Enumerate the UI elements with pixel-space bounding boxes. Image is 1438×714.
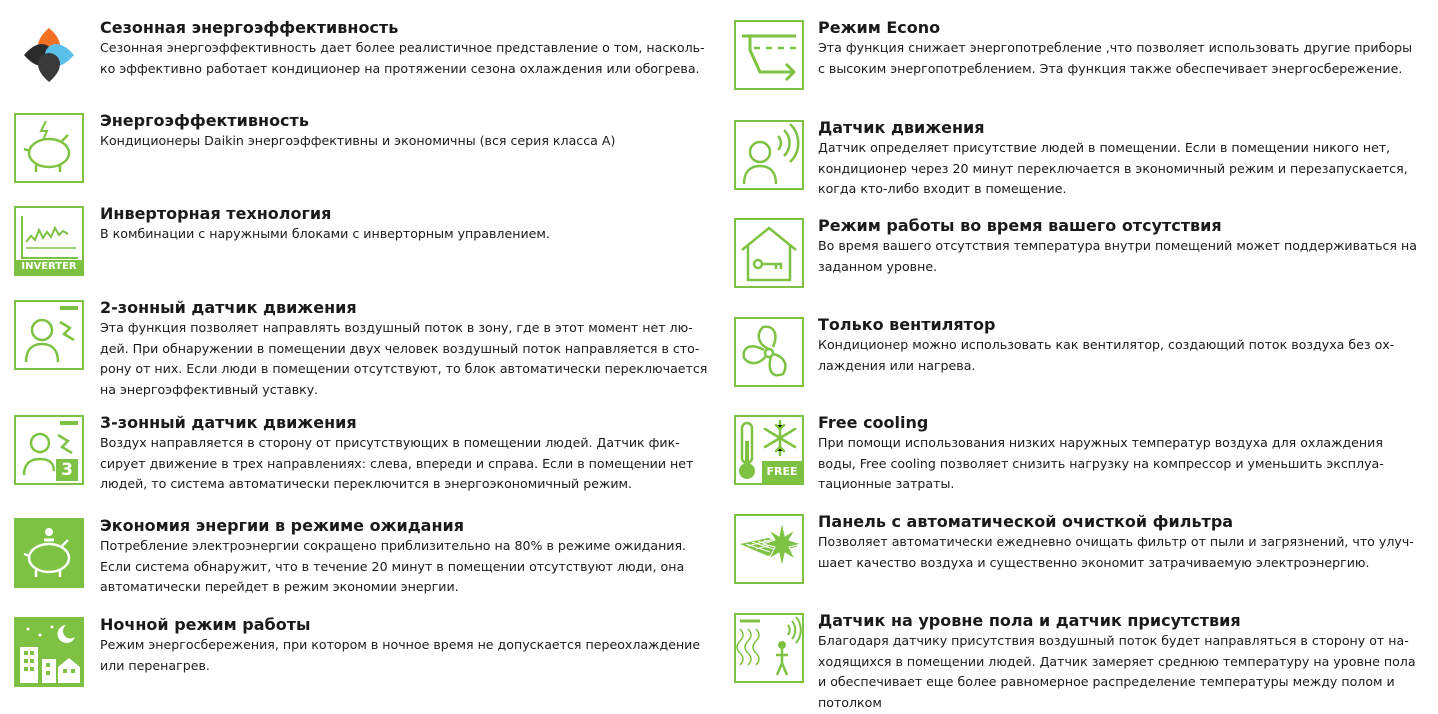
motion-sensor-3-icon (14, 415, 84, 485)
feature-title: Инверторная технология (100, 204, 332, 223)
feature-title: Только вентилятор (818, 315, 996, 334)
feature-title: Сезонная энергоэффективность (100, 18, 399, 37)
motion-sensor-person-icon (14, 300, 84, 370)
feature-title: Энергоэффективность (100, 111, 309, 130)
zone-count-label: 3 (61, 460, 73, 480)
feature-description: Воздух направляется в сторону от присутствующих в помещении людей. Датчик фик- сирует движение в трех направлениях: слева, впереди и справа. Если в помещении нет людей, то система автоматически переключится в энергоэкономичный режим. (100, 435, 694, 491)
feature-title: 3-зонный датчик движения (100, 413, 357, 432)
floor-sensor-person-icon (734, 613, 804, 683)
feature-description: Потребление электроэнергии сокращено приблизительно на 80% в режиме ожидания. Если система обнаружит, что в течение 20 минут в помещении отсутствуют люди, она автоматически перейдет в режим экономии энергии. (100, 538, 687, 594)
feature-description: Кондиционер можно использовать как вентилятор, создающий поток воздуха без ох- лаждения или нагрева. (818, 337, 1395, 373)
feature-title: Панель с автоматической очисткой фильтра (818, 512, 1234, 531)
inverter-label: INVERTER (21, 261, 77, 272)
feature-description: Сезонная энергоэффективность дает более реалистичное представление о том, насколь- ко эффективно работает кондиционер на протяжении сезона охлаждения или обогрева. (100, 40, 705, 76)
feature-description: Благодаря датчику присутствия воздушный поток будет направляться в сторону от на- ходящихся в помещении людей. Датчик замеряет среднюю температуру на уровне пола и обеспечивает еще более равномерное распределение температуры между полом и потолком (818, 633, 1416, 710)
thermometer-snowflake-icon (734, 415, 804, 485)
seasonal-drops-icon (14, 20, 84, 90)
feature-title: Ночной режим работы (100, 615, 311, 634)
piggy-bank-icon (14, 113, 84, 183)
feature-title: Датчик на уровне пола и датчик присутствия (818, 611, 1241, 630)
feature-title: Режим работы во время вашего отсутствия (818, 216, 1222, 235)
feature-description: Эта функция позволяет направлять воздушный поток в зону, где в этот момент нет лю- дей. При обнаружении в помещении двух человек воздушный поток направляется в сто- рону от них. Если люди в помещении отсутствуют, то блок автоматически переключается на энергоэффективный уставку. (100, 320, 708, 397)
free-label: FREE (766, 465, 798, 478)
feature-description: Эта функция снижает энергопотребление ,что позволяет использовать другие приборы с высоким энергопотреблением. Эта функция также обеспечивает энергосбережение. (818, 40, 1413, 76)
feature-description: Во время вашего отсутствия температура внутри помещений может поддерживаться на заданном уровне. (818, 238, 1417, 274)
feature-description: Кондиционеры Daikin энергоэффективны и экономичны (вся серия класса А) (100, 133, 616, 148)
night-city-icon (14, 617, 84, 687)
feature-description: В комбинации с наружными блоками с инверторным управлением. (100, 226, 550, 241)
econo-arrow-icon (734, 20, 804, 90)
feature-description: Датчик определяет присутствие людей в помещении. Если в помещении никого нет, кондиционер через 20 минут переключается в экономичный режим и перезапускается, когда кто-либо входит в помещение. (818, 140, 1408, 196)
feature-title: Датчик движения (818, 118, 985, 137)
feature-description: Режим энергосбережения, при котором в ночное время не допускается переохлаждение или перенагрев. (100, 637, 701, 673)
filter-sparkle-icon (734, 514, 804, 584)
feature-title: Режим Econo (818, 18, 941, 37)
feature-description: При помощи использования низких наружных температур воздуха для охлаждения воды, Free cooling позволяет снизить нагрузку на компрессор и уменьшить эксплуа- тационные затраты. (818, 435, 1384, 491)
fan-icon (734, 317, 804, 387)
feature-title: Экономия энергии в режиме ожидания (100, 516, 464, 535)
feature-title: Free cooling (818, 413, 929, 432)
person-sensor-icon (734, 120, 804, 190)
feature-description: Позволяет автоматически ежедневно очищать фильтр от пыли и загрязнений, что улуч- шает качество воздуха и существенно экономит затрачиваемую электроэнергию. (818, 534, 1414, 570)
inverter-chart-icon (14, 206, 84, 276)
piggy-bank-filled-icon (14, 518, 84, 588)
feature-title: 2-зонный датчик движения (100, 298, 357, 317)
house-key-icon (734, 218, 804, 288)
